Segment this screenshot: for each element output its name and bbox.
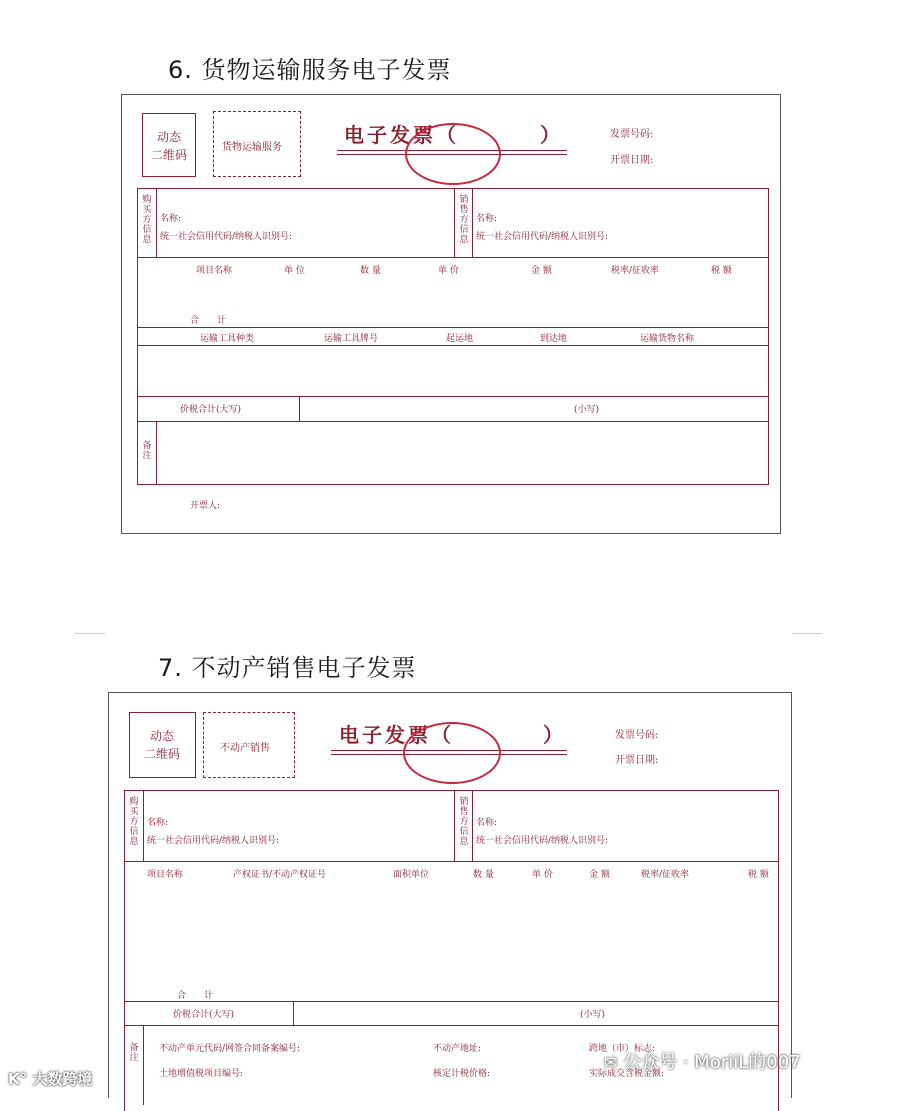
item-header: 项目名称 xyxy=(147,870,184,880)
invoice-type-box xyxy=(213,111,301,177)
invoice-title: 电子发票（ xyxy=(344,123,459,147)
remark-field: 核定计税价格: xyxy=(433,1069,491,1079)
item-header: 数 量 xyxy=(473,870,494,880)
item-header: 单 价 xyxy=(438,266,459,276)
watermark-left xyxy=(8,1068,92,1089)
item-header: 产权证书/不动产权证号 xyxy=(233,870,327,880)
item-header: 单 价 xyxy=(532,870,553,880)
qr-code-label: 动态 二维码 xyxy=(151,130,188,162)
watermark-right-text: 公众号 · MoriiL的007 xyxy=(623,1052,801,1073)
issue-date-label: 开票日期: xyxy=(615,755,659,766)
remark-field: 土地增值税项目编号: xyxy=(159,1069,244,1079)
item-header: 数 量 xyxy=(360,266,381,276)
invoice-number-label: 发票号码: xyxy=(615,730,659,741)
buyer-name-label: 名称: xyxy=(160,214,182,224)
seller-side-label: 销售方信息 xyxy=(459,195,469,245)
total-in-words-label: 价税合计(大写) xyxy=(173,1010,235,1020)
total-label: 合 计 xyxy=(190,316,227,326)
buyer-name-label: 名称: xyxy=(147,818,169,828)
item-header: 项目名称 xyxy=(196,266,233,276)
transport-header: 运输工具种类 xyxy=(200,334,255,344)
remarks-label: 备注 xyxy=(142,441,152,461)
invoice-table xyxy=(137,188,769,485)
seller-name-label: 名称: xyxy=(476,818,498,828)
transport-header: 到达地 xyxy=(540,334,568,344)
watermark-right xyxy=(604,1048,801,1074)
invoice-number-label: 发票号码: xyxy=(610,129,654,140)
total-in-words-label: 价税合计(大写) xyxy=(180,405,242,415)
remark-field: 实际成交含税金额: xyxy=(589,1069,665,1079)
invoice-title-close: ） xyxy=(540,123,563,147)
invoice-type-label: 不动产销售 xyxy=(220,743,270,754)
wechat-icon: ✉ xyxy=(604,1053,618,1072)
item-header: 单 位 xyxy=(284,266,305,276)
item-header: 面积单位 xyxy=(393,870,430,880)
buyer-tax-id-label: 统一社会信用代码/纳税人识别号: xyxy=(160,232,293,242)
section-heading-6: 6. 货物运输服务电子发票 xyxy=(168,56,452,84)
invoice-type-box xyxy=(203,712,295,778)
logo-icon: K° xyxy=(8,1070,28,1088)
seller-side-label: 销售方信息 xyxy=(459,797,469,847)
tax-seal xyxy=(405,123,501,185)
qr-code-box xyxy=(129,712,196,778)
divider xyxy=(75,633,105,634)
seller-tax-id-label: 统一社会信用代码/纳税人识别号: xyxy=(476,232,609,242)
buyer-tax-id-label: 统一社会信用代码/纳税人识别号: xyxy=(147,836,280,846)
transport-header: 运输工具牌号 xyxy=(324,334,379,344)
issuer-label: 开票人: xyxy=(190,501,221,511)
total-in-figures-label: (小写) xyxy=(574,405,600,415)
issue-date-label: 开票日期: xyxy=(610,155,654,166)
qr-code-label: 动态 二维码 xyxy=(144,729,181,761)
watermark-left-text: 大数跨境 xyxy=(32,1070,93,1088)
remark-field: 不动产单元代码/网签合同备案编号: xyxy=(159,1044,301,1054)
invoice-frame-real-estate xyxy=(108,692,792,1098)
invoice-frame-freight xyxy=(121,94,781,534)
transport-header: 起运地 xyxy=(446,334,474,344)
invoice-title-close: ） xyxy=(543,723,566,747)
seller-name-label: 名称: xyxy=(476,214,498,224)
total-in-figures-label: (小写) xyxy=(580,1010,606,1020)
item-header: 金 额 xyxy=(589,870,610,880)
section-heading-7: 7. 不动产销售电子发票 xyxy=(158,654,417,682)
remarks-label: 备注 xyxy=(129,1043,139,1063)
buyer-side-label: 购买方信息 xyxy=(129,797,139,847)
item-header: 税 额 xyxy=(711,266,732,276)
divider xyxy=(792,633,822,634)
seller-tax-id-label: 统一社会信用代码/纳税人识别号: xyxy=(476,836,609,846)
remark-field: 跨地（市）标志: xyxy=(589,1044,656,1054)
item-header: 税 额 xyxy=(748,870,769,880)
item-header: 金 额 xyxy=(531,266,552,276)
tax-seal xyxy=(403,722,501,784)
invoice-type-label: 货物运输服务 xyxy=(222,142,282,153)
qr-code-box xyxy=(142,113,196,177)
item-header: 税率/征收率 xyxy=(611,266,660,276)
transport-header: 运输货物名称 xyxy=(640,334,695,344)
buyer-side-label: 购买方信息 xyxy=(142,195,152,245)
remark-field: 不动产地址: xyxy=(433,1044,482,1054)
invoice-title: 电子发票（ xyxy=(339,723,454,747)
total-label: 合 计 xyxy=(177,991,214,1001)
item-header: 税率/征收率 xyxy=(641,870,690,880)
